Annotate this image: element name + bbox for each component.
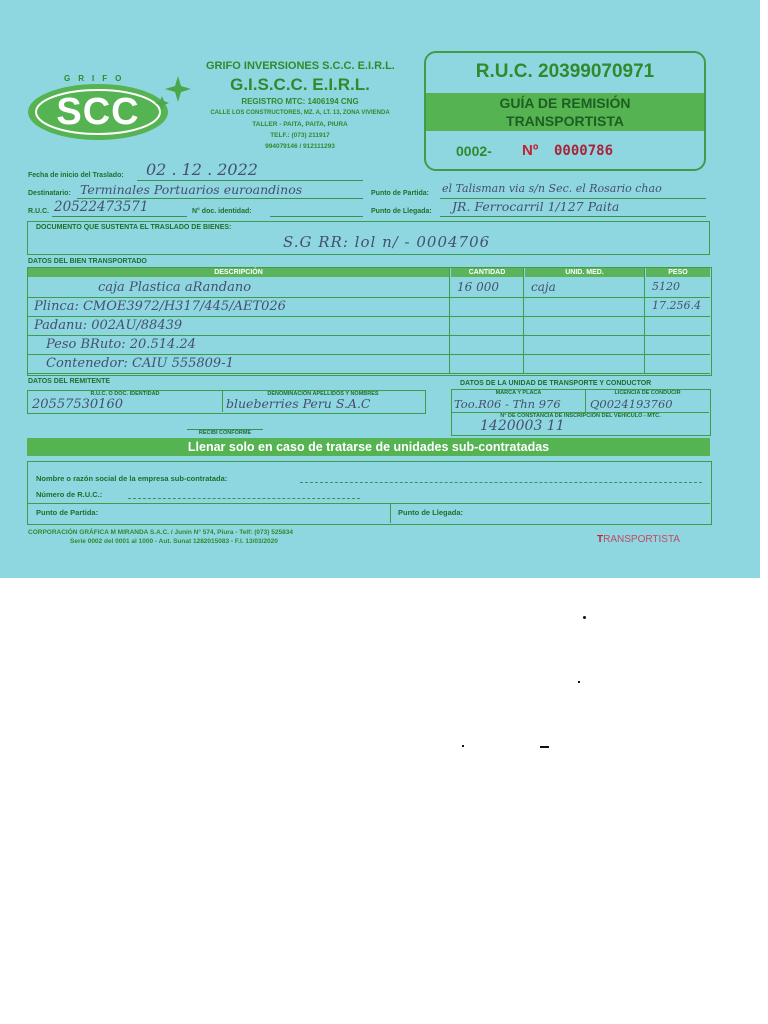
- numero-label: Nº: [522, 142, 539, 159]
- marca-label: MARCA Y PLACA: [495, 390, 542, 396]
- serie-number: 0002-: [456, 143, 492, 159]
- company-address: CALLE LOS CONSTRUCTORES, MZ. A, LT. 13, ZONA VIVIENDA: [210, 110, 390, 116]
- sub-nombre-label: Nombre o razón social de la empresa sub-contratada:: [36, 474, 228, 483]
- footer-copy-prefix: T: [597, 534, 604, 545]
- column-divider: [644, 268, 645, 374]
- destinatario-ruc-value: 20522473571: [54, 199, 149, 215]
- remitente-ruc-label: R.U.C. O DOC. IDENTIDAD: [90, 391, 160, 397]
- fecha-label: Fecha de inicio del Traslado:: [28, 172, 124, 179]
- company-name: GRIFO INVERSIONES S.C.C. E.I.R.L.: [206, 60, 395, 72]
- destinatario-label: Destinatario:: [28, 190, 71, 197]
- marca-value: Too.R06 - Thn 976: [454, 397, 561, 411]
- constancia-label: N° DE CONSTANCIA DE INSCRIPCIÓN DEL VEHÍCULO - MTC.: [500, 413, 661, 419]
- remitente-nombre-label: DENOMINACIÓN APELLIDOS Y NOMBRES: [267, 391, 379, 397]
- llegada-value: JR. Ferrocarril 1/127 Paita: [452, 199, 620, 214]
- company-phones: 994079146 / 912111293: [265, 143, 335, 150]
- bienes-section-label: DATOS DEL BIEN TRANSPORTADO: [28, 258, 147, 265]
- destinatario-value: Terminales Portuarios euroandinos: [80, 182, 303, 197]
- scc-logo: [26, 72, 196, 144]
- cell-descripcion: caja Plastica aRandano: [98, 280, 252, 295]
- logo-top-text: GRIFO: [64, 74, 130, 83]
- company-acronym: G.I.S.C.C. E.I.R.L.: [230, 75, 370, 94]
- remitente-ruc-value: 20557530160: [32, 397, 123, 412]
- subcontratadas-box: [27, 461, 712, 525]
- transporte-section-label: DATOS DE LA UNIDAD DE TRANSPORTE Y CONDUCTOR: [460, 380, 652, 387]
- licencia-value: Q0024193760: [590, 397, 673, 411]
- cell-unidad: caja: [531, 280, 556, 294]
- documento-label: DOCUMENTO QUE SUSTENTA EL TRASLADO DE BIENES:: [36, 224, 232, 231]
- cell-descripcion: Contenedor: CAIU 555809-1: [46, 356, 234, 371]
- cell-peso: 17.256.4: [652, 299, 701, 312]
- col-header-unidad: UNID. MED.: [525, 268, 644, 277]
- column-divider: [449, 268, 450, 374]
- footer-serie: Serie 0002 del 0001 al 1000 - Aut. Sunat 1282015083 - F.I. 13/03/2020: [70, 538, 278, 545]
- documento-value: S.G RR: lol n/ - 0004706: [283, 233, 491, 251]
- ruc-box: [424, 51, 706, 171]
- ruc-number: R.U.C. 20399070971: [475, 61, 655, 82]
- subcontratadas-banner: Llenar solo en caso de tratarse de unidades sub-contratadas: [27, 438, 710, 456]
- company-registro: REGISTRO MTC: 1406194 CNG: [241, 97, 359, 106]
- company-taller: TALLER - PAITA, PAITA, PIURA: [252, 121, 348, 128]
- scan-speck: [462, 745, 464, 747]
- footer-printer: CORPORACIÓN GRÁFICA M MIRANDA S.A.C. / Junín N° 574, Piura - Telf: (073) 525834: [28, 529, 293, 536]
- sub-ruc-label: Número de R.U.C.:: [36, 490, 103, 499]
- footer-copy-label: [597, 534, 680, 545]
- cell-descripcion: Plinca: CMOE3972/H317/445/AET026: [34, 299, 286, 314]
- col-header-descripcion: DESCRIPCIÓN: [28, 268, 449, 277]
- col-header-peso: PESO: [646, 268, 710, 277]
- sub-partida-label: Punto de Partida:: [36, 508, 99, 517]
- cell-descripcion: Padanu: 002AU/88439: [34, 318, 183, 333]
- scan-speck: [578, 681, 580, 683]
- company-telf: TELF.: (073) 211917: [270, 132, 330, 139]
- sub-llegada-label: Punto de Llegada:: [398, 508, 464, 517]
- col-header-cantidad: CANTIDAD: [451, 268, 523, 277]
- licencia-label: LICENCIA DE CONDUCIR: [614, 390, 681, 396]
- remitente-section-label: DATOS DEL REMITENTE: [28, 378, 111, 385]
- ruc-label: R.U.C.: [28, 208, 49, 215]
- remitente-nombre-value: blueberries Peru S.A.C: [226, 396, 371, 411]
- cell-peso: 5120: [652, 280, 680, 293]
- partida-value: el Talisman via s/n Sec. el Rosario chao: [442, 182, 662, 195]
- cell-cantidad: 16 000: [457, 280, 499, 294]
- fecha-value: 02 . 12 . 2022: [146, 160, 258, 179]
- guia-title-line1: GUÍA DE REMISIÓN: [499, 95, 631, 111]
- logo-main-text: SCC: [56, 91, 140, 133]
- recibi-conforme: RECIBÍ CONFORME: [198, 430, 252, 436]
- partida-label: Punto de Partida:: [371, 190, 429, 197]
- llegada-label: Punto de Llegada:: [371, 208, 432, 215]
- doc-identidad-label: N° doc. identidad:: [192, 208, 252, 215]
- guia-numero: 0000786: [554, 143, 614, 159]
- column-divider: [523, 268, 524, 374]
- cell-descripcion: Peso BRuto: 20.514.24: [46, 337, 196, 352]
- scan-speck: [540, 746, 549, 748]
- constancia-value: 1420003 11: [480, 418, 565, 434]
- scan-speck: [583, 616, 586, 619]
- guia-title-line2: TRANSPORTISTA: [506, 113, 624, 129]
- footer-copy-rest: RANSPORTISTA: [603, 534, 680, 545]
